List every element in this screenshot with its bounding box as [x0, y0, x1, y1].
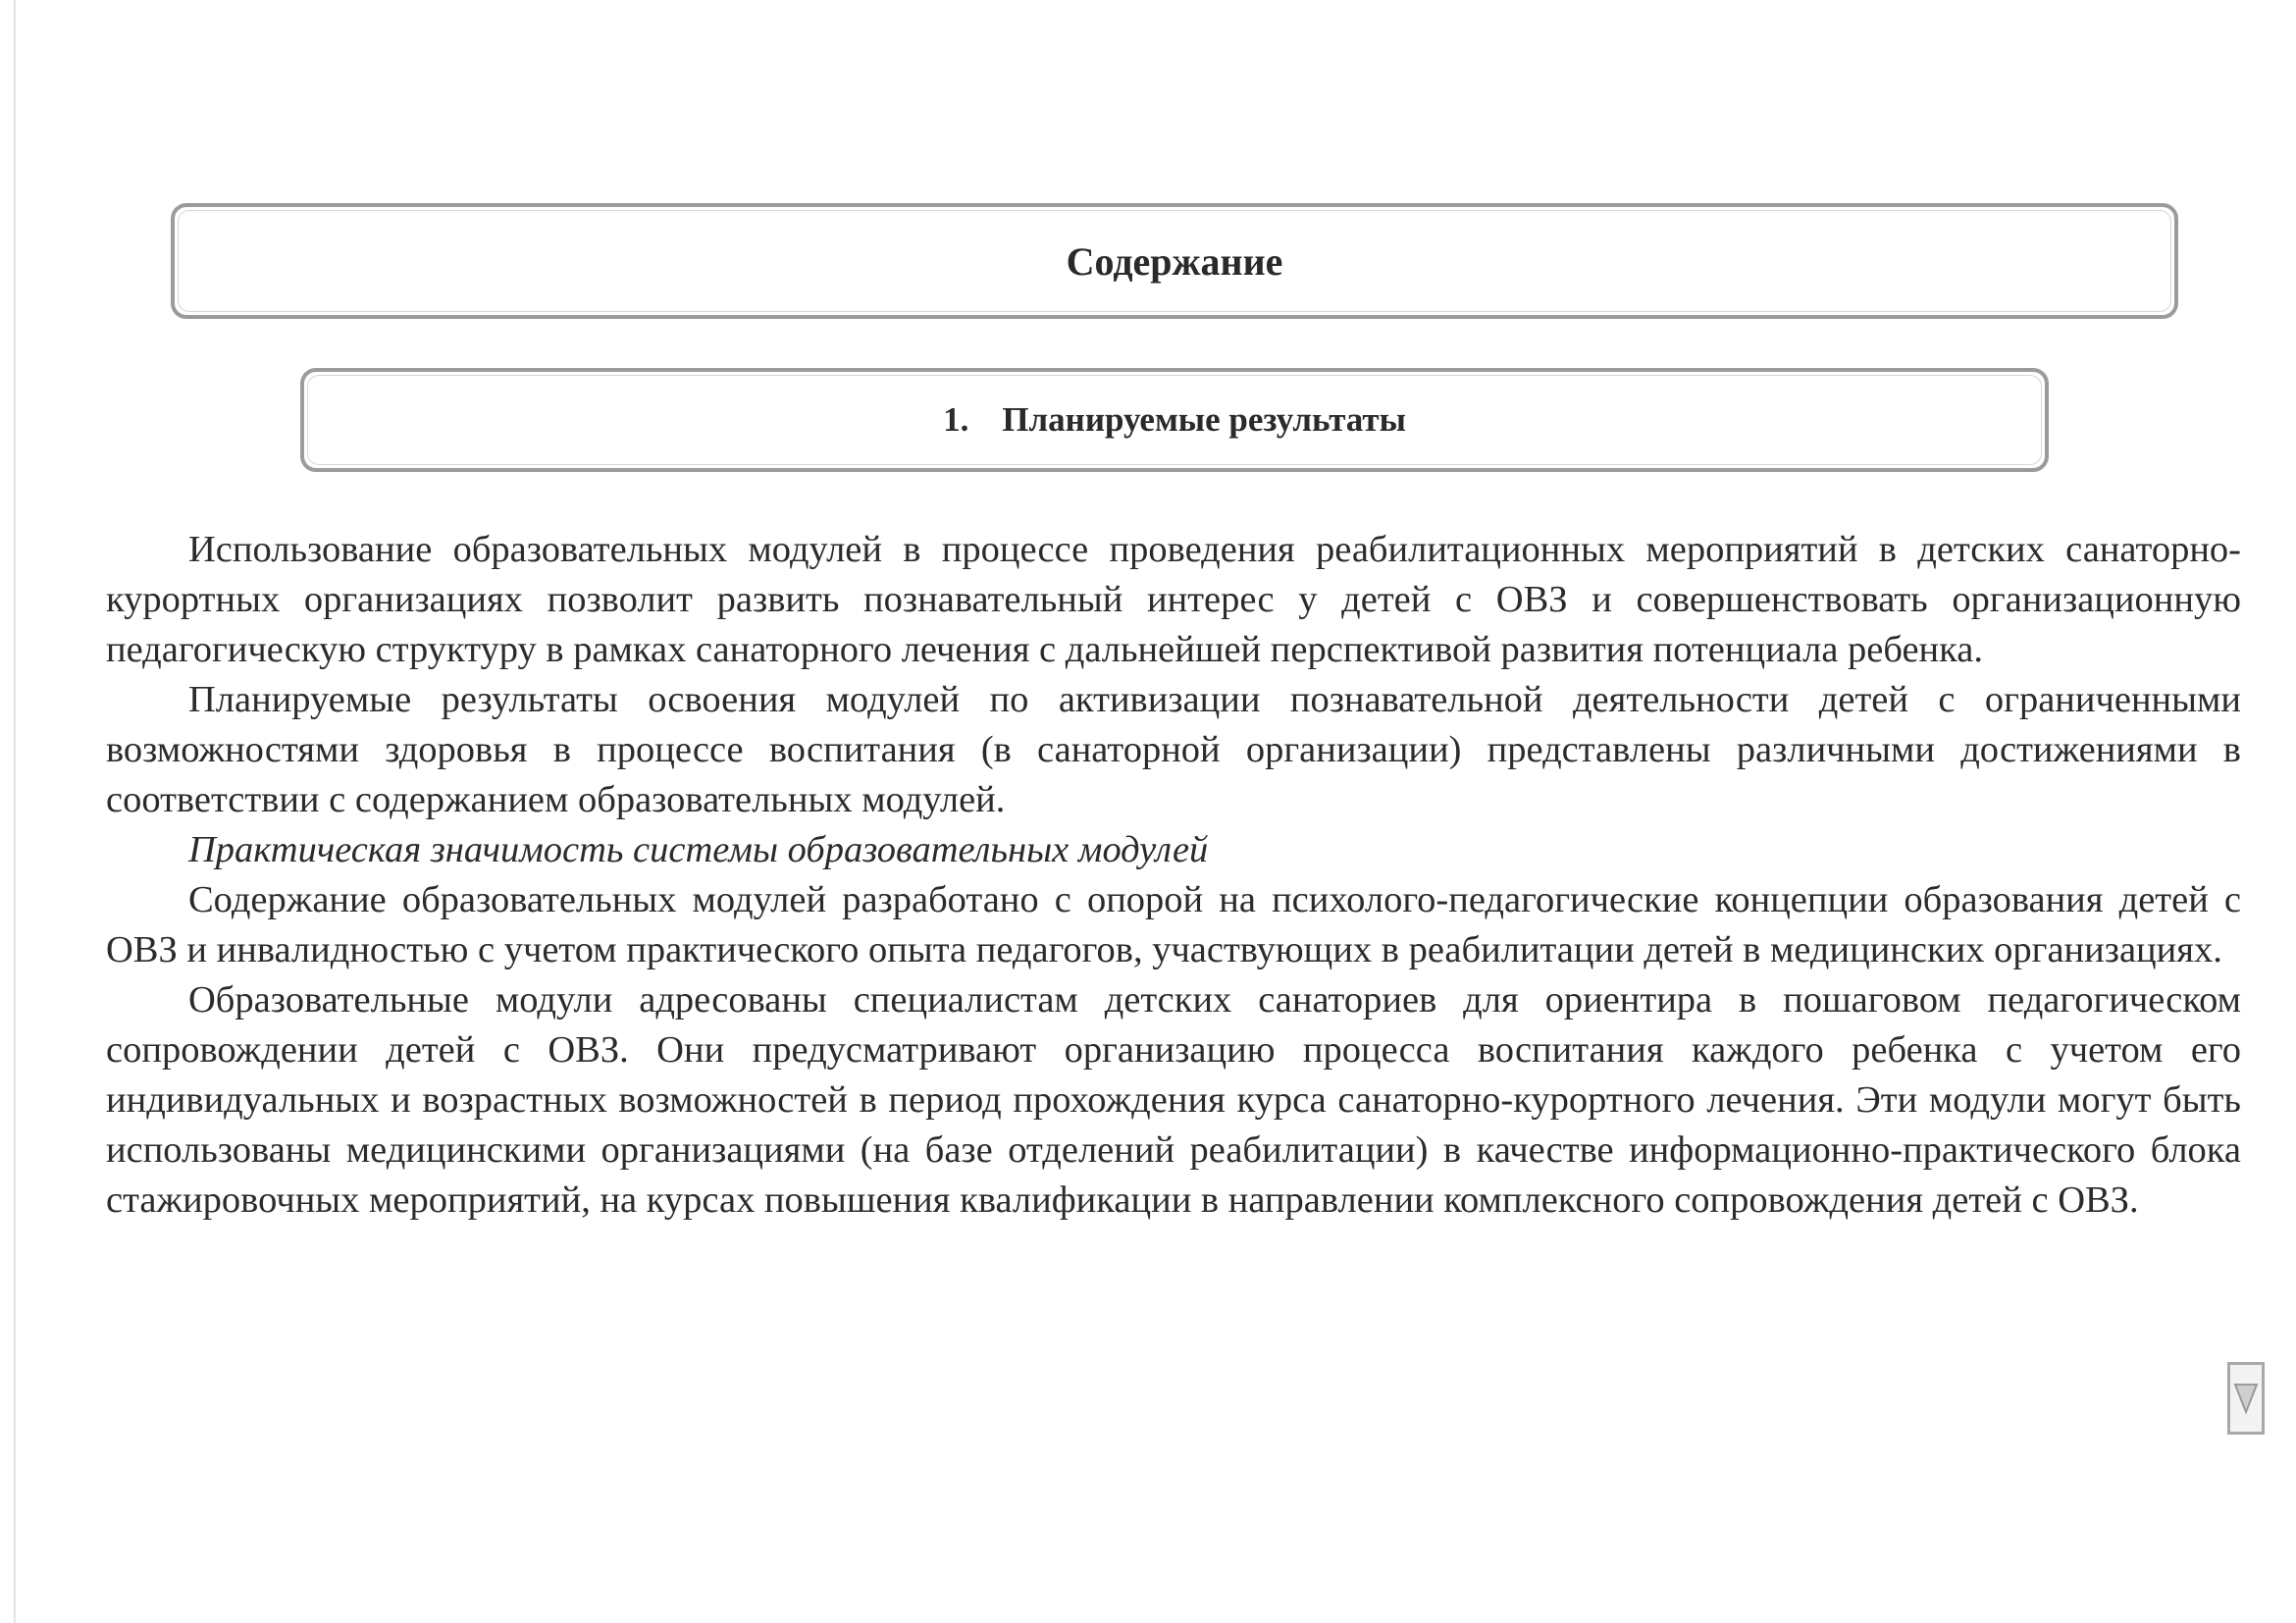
section-heading-box: [300, 368, 2049, 472]
paragraph: Содержание образовательных модулей разработано с опорой на психолого-педагогические концепции образования детей с ОВЗ и инвалидностью с учетом практического опыта педагогов, участвующих в реабилитации детей в медицинских организациях.: [106, 879, 2241, 970]
scan-edge: [14, 0, 16, 1623]
paragraph: Образовательные модули адресованы специалистам детских санаториев для ориентира в пошаговом педагогическом сопровождении детей с ОВЗ. Они предусматривают организацию процесса воспитания каждого ребенка с учетом его индивидуальных и возрастных возможностей в период прохождения курса санаторно-курортного лечения. Эти модули могут быть использованы медицинскими организациями (на базе отделений реабилитации) в качестве информационно-практического блока стажировочных мероприятий, на курсах повышения квалификации в направлении комплексного сопровождения детей с ОВЗ.: [106, 979, 2241, 1221]
section-number: 1.: [943, 400, 969, 439]
paragraph: Использование образовательных модулей в процессе проведения реабилитационных мероприятий в детских санаторно-курортных организациях позволит развить познавательный интерес у детей с ОВЗ и совершенствовать организационную педагогическую структуру в рамках санаторного лечения с дальнейшей перспективой развития потенциала ребенка.: [106, 529, 2241, 670]
section-title: Планируемые результаты: [1002, 400, 1406, 439]
body-text: [106, 525, 2241, 1226]
next-page-button[interactable]: [2227, 1362, 2265, 1435]
paragraph: Планируемые результаты освоения модулей по активизации познавательной деятельности детей с ограниченными возможностями здоровья в процессе воспитания (в санаторной организации) представлены различными достижениями в соответствии с содержанием образовательных модулей.: [106, 679, 2241, 820]
down-triangle-icon: [2233, 1379, 2259, 1418]
page-title: Содержание: [1066, 238, 1283, 284]
subheading: Практическая значимость системы образовательных модулей: [188, 829, 1209, 870]
contents-title-box: [171, 203, 2178, 319]
